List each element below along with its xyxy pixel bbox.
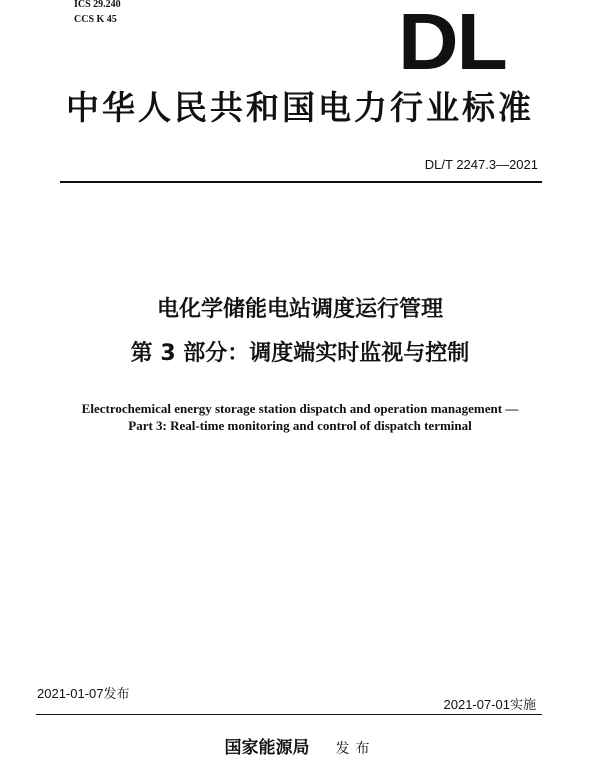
ics-code: ICS 29.240 [74,0,121,10]
standard-category-title: 中华人民共和国电力行业标准 [66,88,534,127]
issuer-line [0,737,600,760]
dl-logo: DL [398,0,506,86]
issue-action: 发布 [335,741,376,757]
document-title-cn-line1: 电化学储能电站调度运行管理 [156,297,443,322]
standard-number: DL/T 2247.3—2021 [424,157,538,172]
ccs-code: CCS K 45 [74,14,117,25]
document-title-en-line2: Part 3: Real-time monitoring and control of dispatch terminal [128,418,472,433]
issuer-name: 国家能源局 [224,738,310,758]
footer-divider [36,714,542,715]
document-title-cn-line2: 第 3 部分：调度端实时监视与控制 [130,341,470,366]
implementation-date: 2021-07-01实施 [443,697,536,712]
issue-date: 2021-01-07发布 [37,686,130,701]
document-title-en-line1: Electrochemical energy storage station dispatch and operation management — [81,401,519,416]
header-divider [60,181,542,183]
